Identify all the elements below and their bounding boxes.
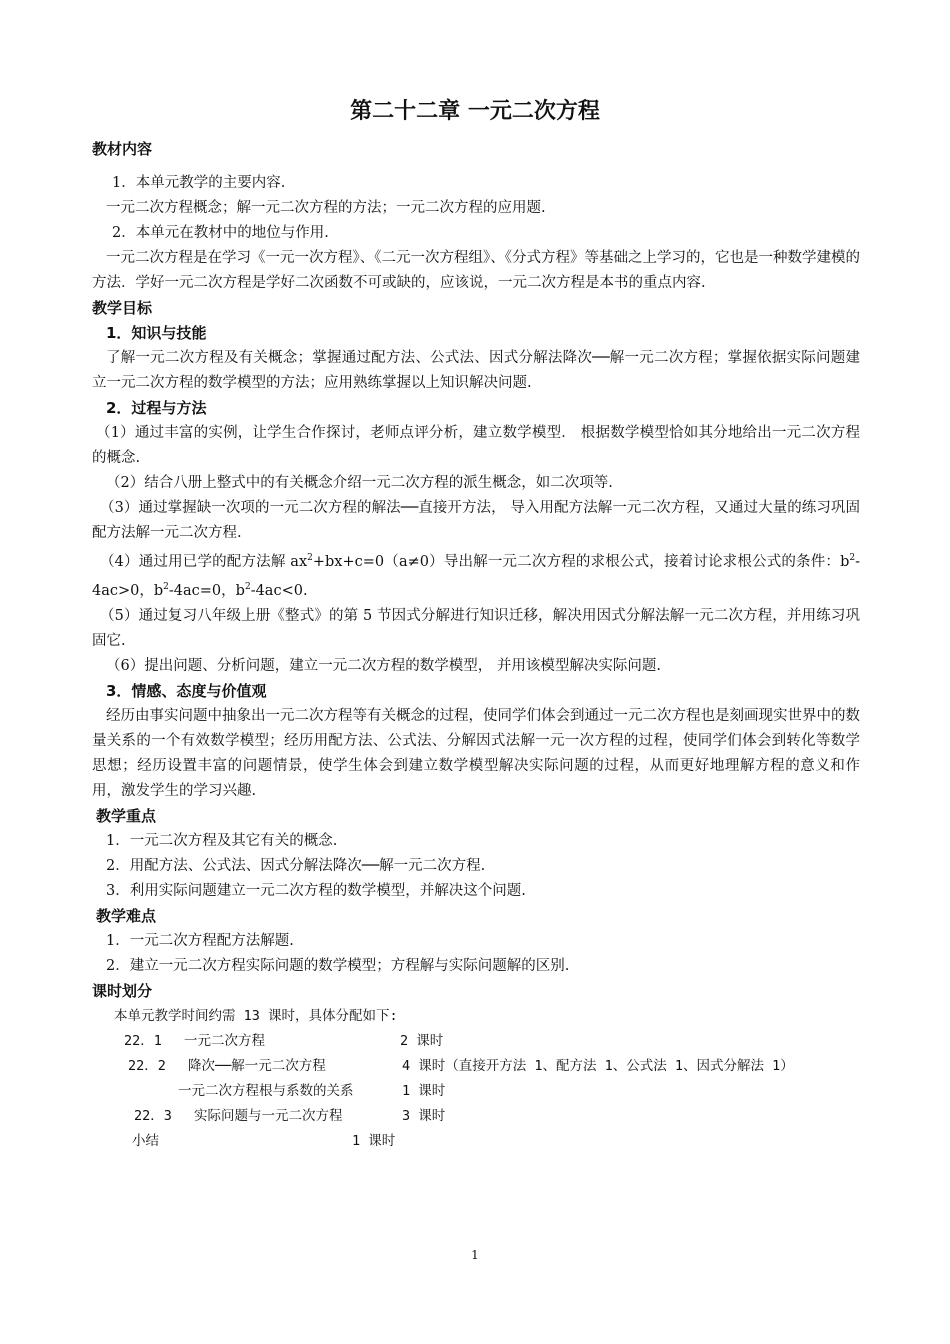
page-number: 1 xyxy=(471,1248,479,1262)
schedule-block xyxy=(92,1004,860,1154)
superscript: 2 xyxy=(307,553,313,563)
goal-process-4-d: -4ac=0，b xyxy=(168,582,245,599)
table-row xyxy=(92,1054,860,1079)
table-row xyxy=(92,1104,860,1129)
heading-content: 教材内容 xyxy=(92,140,153,158)
content-item-2-text: 一元二次方程是在学习《一元一次方程》、《二元一次方程组》、《分式方程》等基础之上学习的，它也是一种数学建模的方法．学好一元二次方程是学好二次函数不可或缺的，应该说，一元二次方程是本书的重点内容. xyxy=(92,250,860,291)
schedule-hours: 2 课时 xyxy=(400,1032,444,1049)
schedule-intro-row xyxy=(92,1004,860,1029)
schedule-num: 22．1 xyxy=(124,1032,162,1049)
goal-process-4-b: +bx+c=0（a≠0）导出解一元二次方程的求根公式，接着讨论求根公式的条件：b xyxy=(312,553,850,570)
spacer xyxy=(92,162,860,171)
goal-process-5: （5）通过复习八年级上册《整式》的第 5 节因式分解进行知识迁移，解决用因式分解法解一元二次方程，并用练习巩固它. xyxy=(92,607,860,649)
table-row xyxy=(92,1129,860,1154)
goal-sub-3: 3．情感、态度与价值观 xyxy=(106,681,267,700)
schedule-name: 一元二次方程根与系数的关系 xyxy=(178,1082,354,1099)
goal-process-2: （2）结合八册上整式中的有关概念介绍一元二次方程的派生概念，如二次项等. xyxy=(106,475,613,491)
schedule-name: 一元二次方程 xyxy=(184,1032,265,1049)
schedule-num: 22．3 xyxy=(134,1107,172,1124)
goal-process-4-a: （4）通过用已学的配方法解 ax xyxy=(100,553,308,570)
chapter-title: 第二十二章 一元二次方程 xyxy=(350,99,600,124)
key-item-3: 3．利用实际问题建立一元二次方程的数学模型，并解决这个问题. xyxy=(106,882,526,899)
goal-process-4-e: -4ac<0. xyxy=(250,582,308,599)
schedule-hours: 3 课时 xyxy=(402,1107,446,1124)
heading-difficulties: 教学难点 xyxy=(96,906,157,925)
superscript: 2 xyxy=(244,581,251,592)
goal-sub-3-text: 经历由事实问题中抽象出一元二次方程等有关概念的过程，使同学们体会到通过一元二次方程也是刻画现实世界中的数量关系的一个有效数学模型；经历用配方法、公式法、分解因式法解一元一次方程的过程，使同学们体会到转化等数学思想；经历设置丰富的问题情景，使学生体会到建立数学模型解决实际问题的过程，从而更好地理解方程的意义和作用，激发学生的学习兴趣. xyxy=(92,707,860,799)
schedule-hours: 4 课时（直接开方法 1、配方法 1、公式法 1、因式分解法 1） xyxy=(402,1057,794,1074)
key-item-2: 2．用配方法、公式法、因式分解法降次──解一元二次方程. xyxy=(106,857,486,874)
schedule-num: 22．2 xyxy=(128,1057,166,1074)
schedule-name: 小结 xyxy=(132,1132,159,1149)
key-item-1: 1．一元二次方程及其它有关的概念. xyxy=(106,832,338,849)
goal-sub-1-text: 了解一元二次方程及有关概念；掌握通过配方法、公式法、因式分解法降次──解一元二次方程；掌握依据实际问题建立一元二次方程的数学模型的方法；应用熟练掌握以上知识解决问题. xyxy=(92,350,860,391)
table-row xyxy=(92,1029,860,1054)
goal-process-6: （6）提出问题、分析问题，建立一元二次方程的数学模型， 并用该模型解决实际问题. xyxy=(106,657,661,674)
goal-process-1: （1）通过丰富的实例，让学生合作探讨，老师点评分析，建立数学模型． 根据数学模型恰如其分地给出一元二次方程的概念. xyxy=(92,425,860,466)
goal-sub-2: 2．过程与方法 xyxy=(106,399,207,417)
superscript: 2 xyxy=(163,581,169,592)
heading-schedule: 课时划分 xyxy=(92,981,153,1000)
heading-goals: 教学目标 xyxy=(92,299,153,317)
difficult-item-2: 2．建立一元二次方程实际问题的数学模型；方程解与实际问题解的区别. xyxy=(106,957,570,974)
goal-process-4 xyxy=(92,546,860,604)
schedule-name: 实际问题与一元二次方程 xyxy=(194,1107,343,1124)
difficult-item-1: 1．一元二次方程配方法解题. xyxy=(106,932,294,949)
content-item-1: 1．本单元教学的主要内容. xyxy=(112,175,286,191)
schedule-name: 降次──解一元二次方程 xyxy=(188,1057,326,1074)
goal-sub-1: 1．知识与技能 xyxy=(106,324,207,342)
schedule-hours: 1 课时 xyxy=(402,1082,446,1099)
table-row xyxy=(92,1079,860,1104)
schedule-intro: 本单元教学时间约需 13 课时，具体分配如下: xyxy=(114,1007,398,1024)
superscript: 2 xyxy=(849,553,856,563)
content-item-2: 2．本单元在教材中的地位与作用. xyxy=(112,225,329,241)
document-body xyxy=(92,137,860,1154)
goal-process-3: （3）通过掌握缺一次项的一元二次方程的解法──直接开方法， 导入用配方法解一元二次方程，又通过大量的练习巩固配方法解一元二次方程. xyxy=(92,500,860,541)
schedule-hours: 1 课时 xyxy=(352,1132,396,1149)
content-item-1-text: 一元二次方程概念；解一元二次方程的方法；一元二次方程的应用题. xyxy=(106,200,546,216)
heading-key-points: 教学重点 xyxy=(96,806,157,825)
goal-process-4-c: -4ac>0，b xyxy=(92,553,860,599)
